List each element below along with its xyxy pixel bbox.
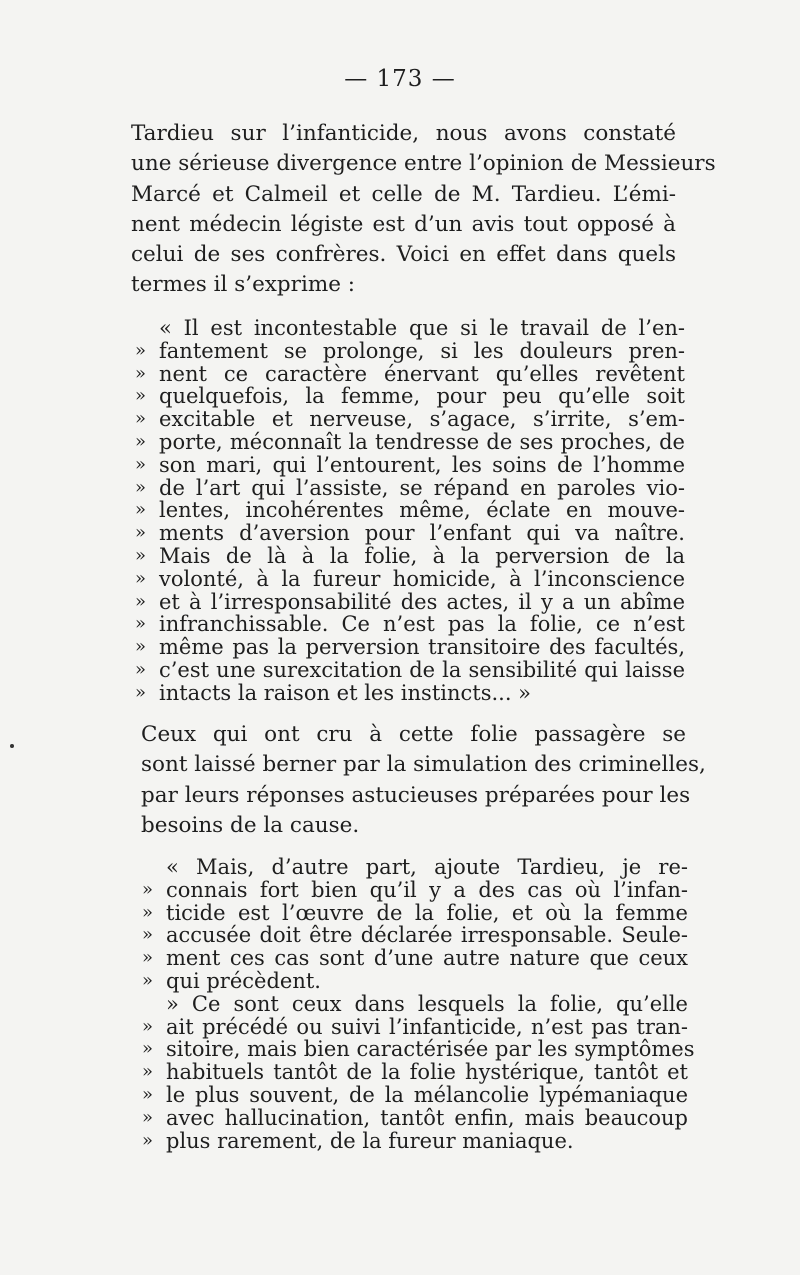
quote-line (135, 568, 685, 591)
quote-line-text: son mari, qui l’entourent, les soins de l’homme (159, 452, 685, 477)
quote-continuation-mark: » (135, 408, 147, 430)
quote-line-text: le plus souvent, de la mélancolie lypémaniaque (166, 1082, 688, 1107)
quote-line (135, 363, 685, 386)
quote-line-text: qui précèdent. (166, 968, 321, 993)
quote-line (142, 1016, 688, 1039)
quote-line (135, 454, 685, 477)
quote-line-text: ment ces cas sont d’une autre nature que ceux (166, 946, 688, 971)
quote-line (135, 477, 685, 500)
quote-line (142, 1130, 688, 1153)
quote-line (135, 499, 685, 522)
quote-line (135, 408, 685, 431)
quote-continuation-mark: » (135, 681, 147, 703)
quote-continuation-mark: » (142, 969, 154, 991)
quote-continuation-mark: » (142, 924, 154, 946)
quote-continuation-mark: » (135, 590, 147, 612)
quote-line (135, 431, 685, 454)
text-line: Tardieu sur l’infanticide, nous avons constaté (131, 121, 676, 146)
quote-continuation-mark: » (135, 613, 147, 635)
quote-line-text: habituels tantôt de la folie hystérique, tantôt et (166, 1060, 688, 1085)
quote-continuation-mark: » (135, 544, 147, 566)
quote-line-text: ait précédé ou suivi l’infanticide, n’est pas tran- (166, 1014, 688, 1039)
quote-line (142, 924, 688, 947)
text-line: Marcé et Calmeil et celle de M. Tardieu. L’émi- (131, 181, 676, 207)
quote-continuation-mark: » (142, 1129, 154, 1151)
quote-continuation-mark: » (135, 453, 147, 475)
quote-line-text: fantement se prolonge, si les douleurs pren- (159, 338, 685, 363)
quote-continuation-mark: » (135, 362, 147, 384)
quote-line (142, 970, 688, 993)
text-line: termes il s’exprime : (131, 272, 356, 298)
quote-line-text: excitable et nerveuse, s’agace, s’irrite, s’em- (159, 407, 685, 432)
quote-line (135, 340, 685, 363)
quote-line (135, 591, 685, 614)
text-line: une sérieuse divergence entre l’opinion de Messieurs (131, 151, 716, 177)
quote-line (135, 613, 685, 636)
quote-line-text: nent ce caractère énervant qu’elles revêtent (159, 361, 685, 386)
quote-continuation-mark: » (135, 499, 147, 521)
quote-line (142, 879, 688, 902)
text-line: celui de ses confrères. Voici en effet dans quels (131, 242, 676, 268)
quote-line-text: même pas la perversion transitoire des facultés, (159, 635, 685, 660)
quote-continuation-mark: » (142, 947, 154, 969)
quote-line (135, 317, 685, 340)
quote-line (142, 1061, 688, 1084)
paragraph-2 (141, 720, 706, 841)
quote-line (142, 993, 688, 1016)
text-line: par leurs réponses astucieuses préparées pour les (141, 782, 691, 808)
quote-line-text: « Il est incontestable que si le travail de l’en- (159, 316, 685, 340)
quote-line-text: avec hallucination, tantôt enfin, mais beaucoup (166, 1105, 688, 1130)
quote-line (135, 636, 685, 659)
quote-line (142, 1107, 688, 1130)
quote-continuation-mark: » (135, 385, 147, 407)
quote-line-text: quelquefois, la femme, pour peu qu’elle soit (159, 384, 685, 409)
quote-line-text: » Ce sont ceux dans lesquels la folie, qu’elle (166, 991, 688, 1016)
quote-line-text: sitoire, mais bien caractérisée par les symptômes (166, 1037, 695, 1062)
quote-continuation-mark: » (135, 339, 147, 361)
quote-continuation-mark: » (135, 476, 147, 498)
quote-line-text: c’est une surexcitation de la sensibilité qui laisse (159, 657, 685, 682)
quote-line (142, 1084, 688, 1107)
text-line: sont laissé berner par la simulation des criminelles, (141, 752, 706, 778)
quote-line-text: porte, méconnaît la tendresse de ses proches, de (159, 429, 685, 454)
quote-line-text: et à l’irresponsabilité des actes, il y a un abîme (159, 589, 685, 614)
quote-line-text: plus rarement, de la fureur maniaque. (166, 1128, 574, 1153)
quote-continuation-mark: » (142, 1106, 154, 1128)
quote-line-text: de l’art qui l’assiste, se répand en paroles vio- (159, 475, 685, 500)
text-line: besoins de la cause. (141, 812, 360, 838)
quote-continuation-mark: » (142, 878, 154, 900)
quote-line-text: lentes, incohérentes même, éclate en mouve- (159, 498, 685, 523)
paragraph-1 (131, 119, 716, 301)
quote-line-text: volonté, à la fureur homicide, à l’inconscience (159, 566, 685, 591)
quote-line-text: Mais de là à la folie, à la perversion de la (159, 543, 685, 568)
quote-line-text: connais fort bien qu’il y a des cas où l’infan- (166, 877, 688, 902)
quote-line-text: accusée doit être déclarée irresponsable. Seule- (166, 923, 688, 948)
quote-line-text: « Mais, d’autre part, ajoute Tardieu, je re- (166, 855, 688, 879)
quote-line (135, 682, 685, 705)
quote-line (135, 659, 685, 682)
quote-line (142, 1037, 695, 1062)
quote-line (135, 385, 685, 408)
quote-continuation-mark: » (135, 522, 147, 544)
text-line: Ceux qui ont cru à cette folie passagère se (141, 722, 686, 747)
quotation-2 (142, 855, 695, 1153)
page-number: — 173 — (344, 66, 456, 92)
quote-line (142, 902, 688, 925)
quote-continuation-mark: » (135, 658, 147, 680)
quote-line-text: ticide est l’œuvre de la folie, et où la femme (166, 900, 688, 925)
quote-continuation-mark: » (142, 1061, 154, 1083)
quote-continuation-mark: » (142, 1083, 154, 1105)
quote-continuation-mark: » (142, 1015, 154, 1037)
quote-continuation-mark: » (142, 1038, 154, 1060)
quote-continuation-mark: » (142, 901, 154, 923)
quote-line-text: ments d’aversion pour l’enfant qui va naître. (159, 521, 685, 546)
quotation-1 (135, 317, 685, 705)
text-line: nent médecin légiste est d’un avis tout opposé à (131, 211, 676, 237)
page-speck (10, 744, 14, 748)
quote-line-text: infranchissable. Ce n’est pas la folie, ce n’est (159, 612, 685, 637)
quote-line (135, 522, 685, 545)
quote-line (142, 947, 688, 970)
quote-continuation-mark: » (135, 567, 147, 589)
quote-line (142, 856, 688, 879)
quote-line-text: intacts la raison et les instincts... » (159, 680, 532, 705)
quote-continuation-mark: » (135, 636, 147, 658)
quote-line (135, 545, 685, 568)
quote-continuation-mark: » (135, 430, 147, 452)
